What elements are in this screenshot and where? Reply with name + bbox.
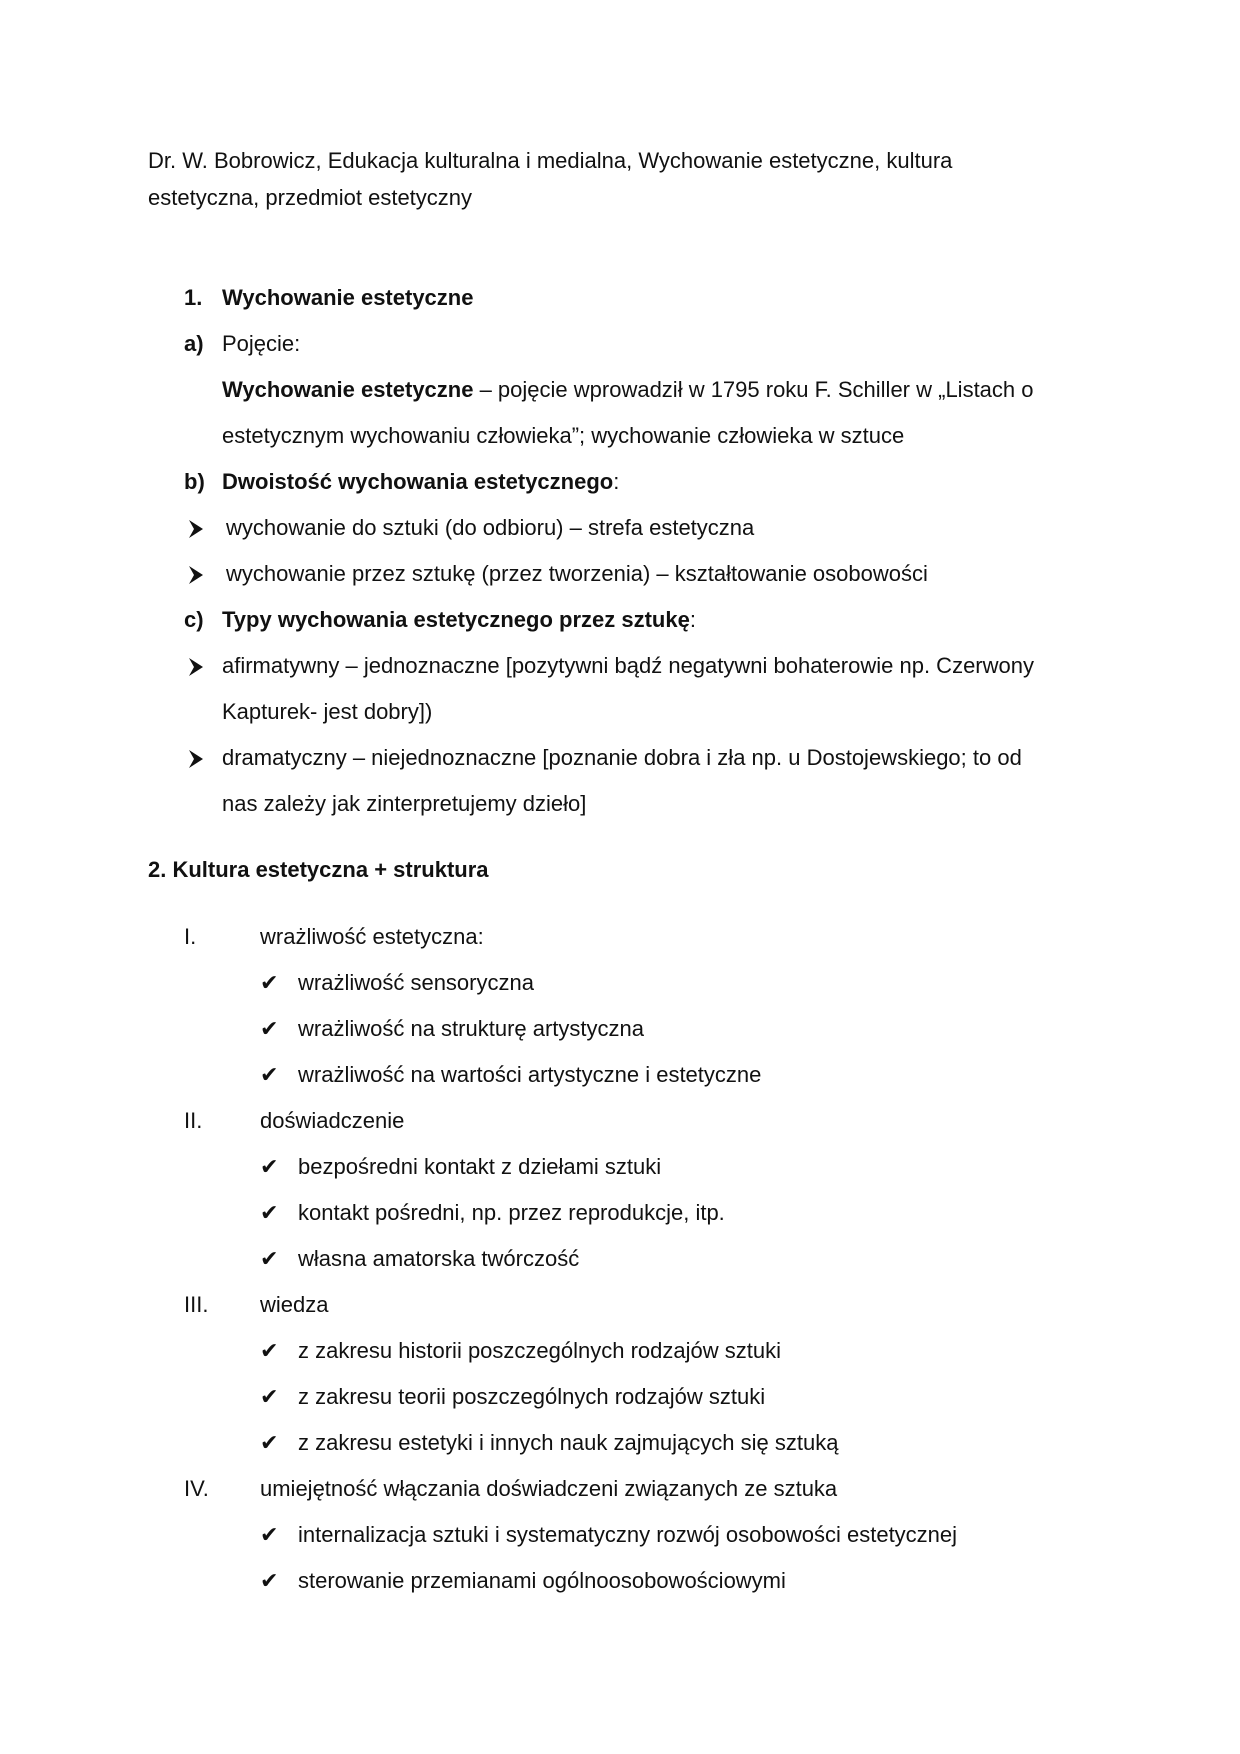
definition-line-2: estetycznym wychowaniu człowieka”; wychowanie człowieka w sztuce bbox=[222, 423, 905, 448]
checkmark-icon: ✔ bbox=[260, 1430, 279, 1455]
item-c-title: Typy wychowania estetycznego przez sztukę bbox=[222, 607, 690, 632]
definition-term: Wychowanie estetyczne bbox=[222, 377, 474, 402]
item-b-marker: b) bbox=[184, 469, 205, 494]
arrow-bullet-icon bbox=[188, 519, 204, 539]
item-c-marker: c) bbox=[184, 607, 204, 632]
definition-line-1 bbox=[222, 375, 1034, 405]
item-b-bullet-2: wychowanie przez sztukę (przez tworzenia) – kształtowanie osobowości bbox=[226, 561, 928, 586]
checkmark-icon: ✔ bbox=[260, 1522, 279, 1547]
item-b-title: Dwoistość wychowania estetycznego bbox=[222, 469, 614, 494]
checkmark-icon: ✔ bbox=[260, 1062, 279, 1087]
group-3-item-2: z zakresu teorii poszczególnych rodzajów sztuki bbox=[298, 1384, 766, 1409]
group-3-label: wiedza bbox=[260, 1292, 329, 1317]
item-c-bullet-2-line-1: dramatyczny – niejednoznaczne [poznanie dobra i zła np. u Dostojewskiego; to od bbox=[222, 745, 1022, 770]
group-4-label: umiejętność włączania doświadczeni związanych ze sztuka bbox=[260, 1476, 838, 1501]
group-1-item-2: wrażliwość na strukturę artystyczna bbox=[298, 1016, 644, 1041]
group-2-label: doświadczenie bbox=[260, 1108, 405, 1133]
header-line-2: estetyczna, przedmiot estetyczny bbox=[148, 185, 473, 210]
checkmark-icon: ✔ bbox=[260, 970, 279, 995]
checkmark-icon: ✔ bbox=[260, 1200, 279, 1225]
item-c-bullet-1-line-1: afirmatywny – jednoznaczne [pozytywni bądź negatywni bohaterowie np. Czerwony bbox=[222, 653, 1034, 678]
group-2-item-3: własna amatorska twórczość bbox=[298, 1246, 580, 1271]
checkmark-icon: ✔ bbox=[260, 1384, 279, 1409]
item-c-title-line bbox=[222, 605, 696, 635]
item-b-suffix: : bbox=[613, 469, 620, 494]
section-2-title: 2. Kultura estetyczna + struktura bbox=[148, 857, 489, 882]
group-2-item-2: kontakt pośredni, np. przez reprodukcje, itp. bbox=[298, 1200, 725, 1225]
arrow-bullet-icon bbox=[188, 657, 204, 677]
checkmark-icon: ✔ bbox=[260, 1246, 279, 1271]
arrow-bullet-icon bbox=[188, 749, 204, 769]
header-line-1: Dr. W. Bobrowicz, Edukacja kulturalna i medialna, Wychowanie estetyczne, kultura bbox=[148, 148, 953, 173]
group-2-item-1: bezpośredni kontakt z dziełami sztuki bbox=[298, 1154, 662, 1179]
group-2-numeral: II. bbox=[184, 1108, 203, 1133]
section-1-number: 1. bbox=[184, 285, 203, 310]
group-1-item-3: wrażliwość na wartości artystyczne i estetyczne bbox=[298, 1062, 762, 1087]
group-1-numeral: I. bbox=[184, 924, 197, 949]
section-1-title: Wychowanie estetyczne bbox=[222, 285, 474, 310]
group-3-item-1: z zakresu historii poszczególnych rodzajów sztuki bbox=[298, 1338, 781, 1363]
group-4-item-2: sterowanie przemianami ogólnoosobowościowymi bbox=[298, 1568, 786, 1593]
item-c-bullet-2-line-2: nas zależy jak zinterpretujemy dzieło] bbox=[222, 791, 587, 816]
definition-text-1: – pojęcie wprowadził w 1795 roku F. Schiller w „Listach o bbox=[473, 377, 1034, 402]
group-1-label: wrażliwość estetyczna: bbox=[260, 924, 484, 949]
item-b-title-line bbox=[222, 467, 619, 497]
item-c-suffix: : bbox=[689, 607, 696, 632]
checkmark-icon: ✔ bbox=[260, 1338, 279, 1363]
item-a-label: Pojęcie: bbox=[222, 331, 301, 356]
group-1-item-1: wrażliwość sensoryczna bbox=[298, 970, 534, 995]
checkmark-icon: ✔ bbox=[260, 1568, 279, 1593]
item-c-bullet-1-line-2: Kapturek- jest dobry]) bbox=[222, 699, 433, 724]
group-3-numeral: III. bbox=[184, 1292, 209, 1317]
arrow-bullet-icon bbox=[188, 565, 204, 585]
item-a-marker: a) bbox=[184, 331, 204, 356]
item-b-bullet-1: wychowanie do sztuki (do odbioru) – strefa estetyczna bbox=[226, 515, 755, 540]
group-4-numeral: IV. bbox=[184, 1476, 209, 1501]
group-4-item-1: internalizacja sztuki i systematyczny rozwój osobowości estetycznej bbox=[298, 1522, 958, 1547]
group-3-item-3: z zakresu estetyki i innych nauk zajmujących się sztuką bbox=[298, 1430, 839, 1455]
checkmark-icon: ✔ bbox=[260, 1016, 279, 1041]
checkmark-icon: ✔ bbox=[260, 1154, 279, 1179]
